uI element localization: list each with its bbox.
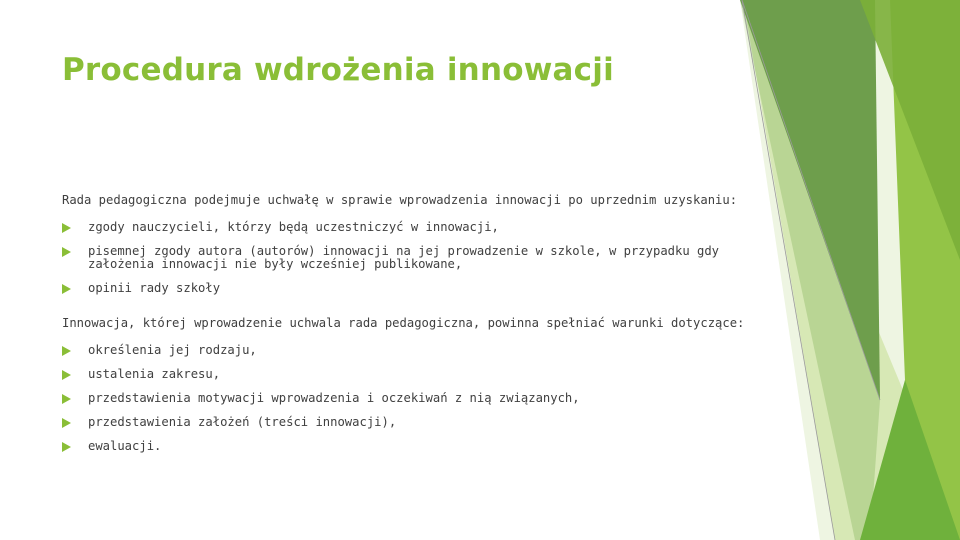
slide-title: Procedura wdrożenia innowacji: [62, 52, 614, 88]
triangle-bullet-icon: [62, 284, 71, 294]
triangle-bullet-icon: [62, 346, 71, 356]
list-item-text: przedstawienia motywacji wprowadzenia i oczekiwań z nią związanych,: [88, 391, 580, 405]
list-item: [62, 344, 732, 357]
list-item-text: ustalenia zakresu,: [88, 367, 221, 381]
triangle-bullet-icon: [62, 247, 71, 257]
list-item: [62, 282, 732, 295]
list-item: [62, 416, 732, 429]
triangle-bullet-icon: [62, 418, 71, 428]
intro-text-1: Rada pedagogiczna podejmuje uchwałę w sprawie wprowadzenia innowacji po uprzednim uzyskaniu:: [62, 193, 738, 207]
list-item-text: pisemnej zgody autora (autorów) innowacji na jej prowadzenie w szkole, w przypadku gdy założenia innowacji nie były wcześniej publikowane,: [88, 244, 720, 271]
triangle-bullet-icon: [62, 223, 71, 233]
list-item: [62, 221, 732, 234]
list-item: [62, 440, 732, 453]
list-item-text: określenia jej rodzaju,: [88, 343, 257, 357]
list-item-text: ewaluacji.: [88, 439, 162, 453]
list-item-text: zgody nauczycieli, którzy będą uczestniczyć w innowacji,: [88, 220, 499, 234]
bullet-list-2: [62, 344, 732, 453]
slide-body: [62, 193, 745, 464]
triangle-bullet-icon: [62, 394, 71, 404]
bullet-list-1: [62, 221, 732, 295]
intro-text-2: Innowacja, której wprowadzenie uchwala rada pedagogiczna, powinna spełniać warunki dotyczące:: [62, 316, 745, 330]
list-item: [62, 245, 732, 271]
triangle-bullet-icon: [62, 370, 71, 380]
triangle-bullet-icon: [62, 442, 71, 452]
list-item: [62, 392, 732, 405]
list-item-text: opinii rady szkoły: [88, 281, 221, 295]
list-item: [62, 368, 732, 381]
list-item-text: przedstawienia założeń (treści innowacji),: [88, 415, 397, 429]
